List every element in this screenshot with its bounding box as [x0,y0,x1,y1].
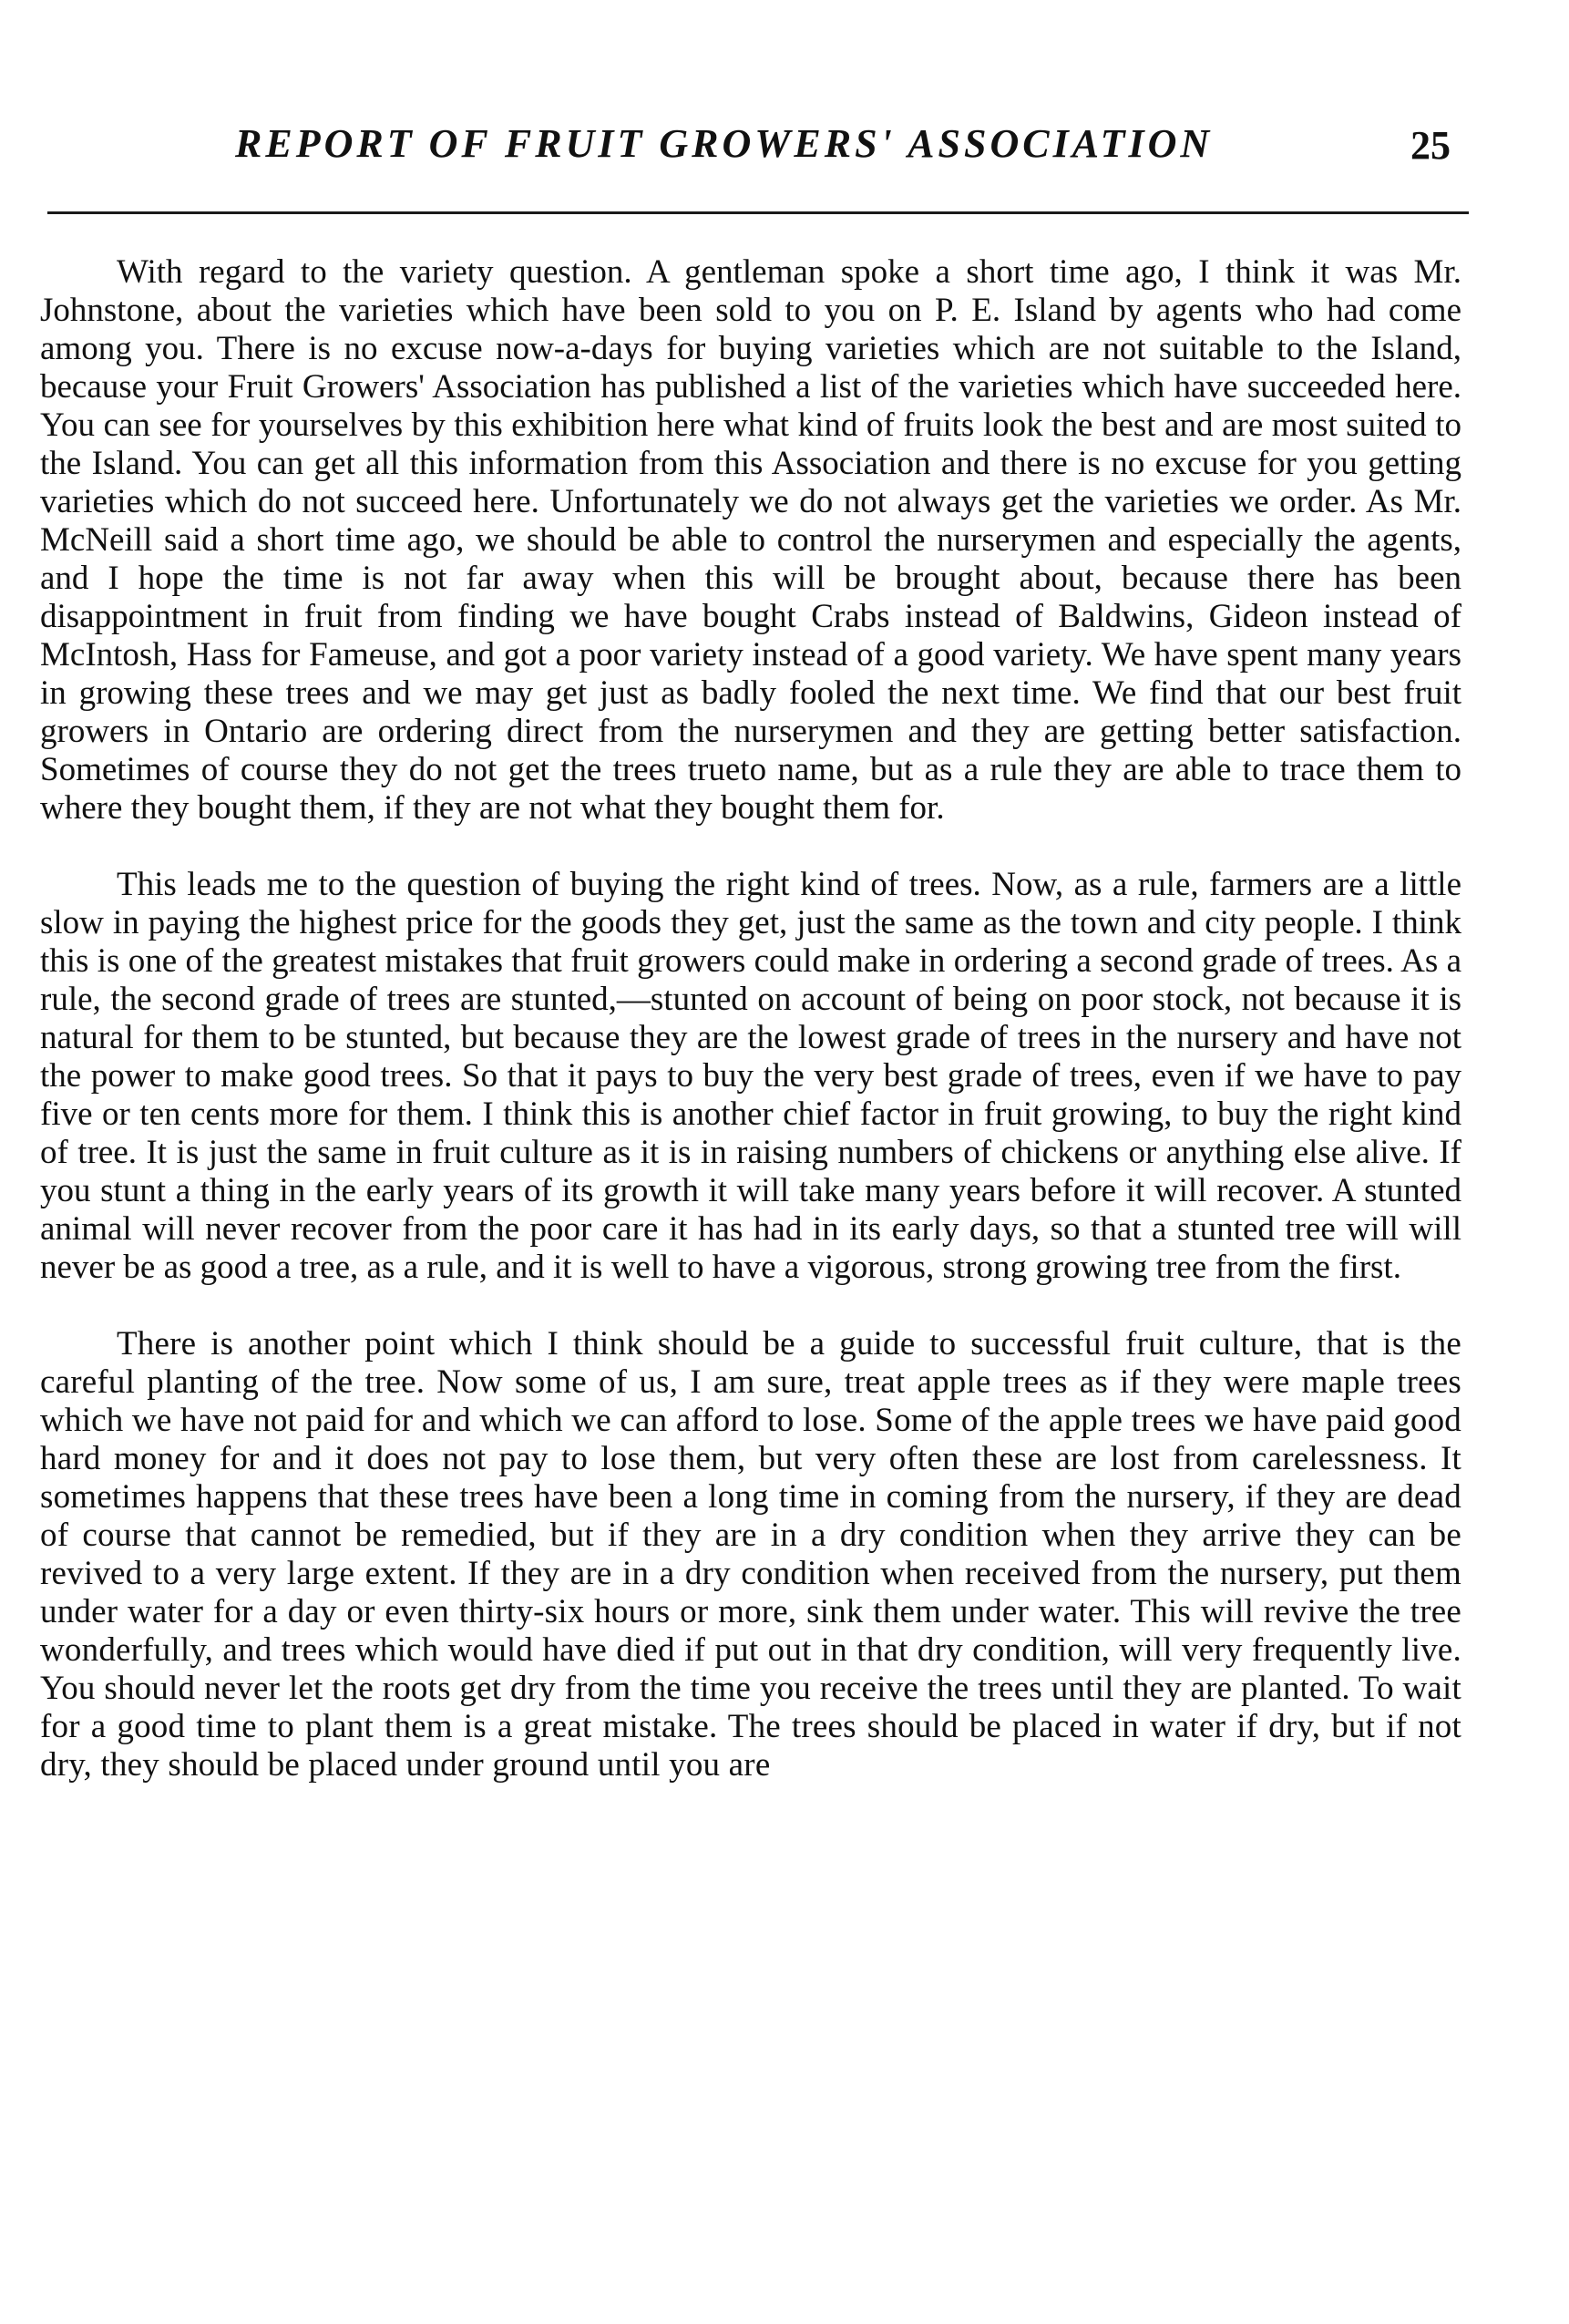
paragraph-variety-question: With regard to the variety question. A gentleman spoke a short time ago, I think it was Mr. Johnstone, about the varieties which have been sold to you on P. E. Island by agents who had come among you. There is no excuse now-a-days for buying varieties which are not suitable to the Island, because your Fruit Growers' Association has published a list of the varieties which have succeeded here. You can see for yourselves by this exhibition here what kind of fruits look the best and are most suited to the Island. You can get all this information from this Association and there is no excuse for you getting varieties which do not succeed here. Unfortunately we do not always get the varieties we order. As Mr. McNeill said a short time ago, we should be able to control the nurserymen and especially the agents, and I hope the time is not far away when this will be brought about, because there has been disappointment in fruit from finding we have bought Crabs instead of Baldwins, Gideon instead of McIntosh, Hass for Fameuse, and got a poor variety instead of a good variety. We have spent many years in growing these trees and we may get just as badly fooled the next time. We find that our best fruit growers in Ontario are ordering direct from the nurserymen and they are getting better satisfaction. Sometimes of course they do not get the trees trueto name, but as a rule they are able to trace them to where they bought them, if they are not what they bought them for. [40,253,1461,827]
page-number: 25 [1410,123,1451,168]
paragraph-buying-right-trees: This leads me to the question of buying the right kind of trees. Now, as a rule, farmers are a little slow in paying the highest price for the goods they get, just the same as the town and city people. I think this is one of the greatest mistakes that fruit growers could make in ordering a second grade of trees. As a rule, the second grade of trees are stunted,—stunted on account of being on poor stock, not because it is natural for them to be stunted, but because they are the lowest grade of trees in the nursery and have not the power to make good trees. So that it pays to buy the very best grade of trees, even if we have to pay five or ten cents more for them. I think this is another chief factor in fruit growing, to buy the right kind of tree. It is just the same in fruit culture as it is in raising numbers of chickens or anything else alive. If you stunt a thing in the early years of its growth it will take many years before it will recover. A stunted animal will never recover from the poor care it has had in its early days, so that a stunted tree will will never be as good a tree, as a rule, and it is well to have a vigorous, strong growing tree from the first. [40,866,1461,1286]
body-text [40,253,1461,1823]
running-title: REPORT OF FRUIT GROWERS' ASSOCIATION [235,121,1214,166]
page-header [0,0,1569,228]
paragraph-careful-planting: There is another point which I think should be a guide to successful fruit culture, that is the careful planting of the tree. Now some of us, I am sure, treat apple trees as if they were maple trees which we have not paid for and which we can afford to lose. Some of the apple trees we have paid good hard money for and it does not pay to lose them, but very often these are lost from carelessness. It sometimes happens that these trees have been a long time in coming from the nursery, if they are dead of course that cannot be remedied, but if they are in a dry condition when they arrive they can be revived to a very large extent. If they are in a dry condition when received from the nursery, put them under water for a day or even thirty-six hours or more, sink them under water. This will revive the tree wonderfully, and trees which would have died if put out in that dry condition, will very frequently live. You should never let the roots get dry from the time you receive the trees until they are planted. To wait for a good time to plant them is a great mistake. The trees should be placed in water if dry, but if not dry, they should be placed under ground until you are [40,1325,1461,1784]
header-rule [47,211,1469,214]
